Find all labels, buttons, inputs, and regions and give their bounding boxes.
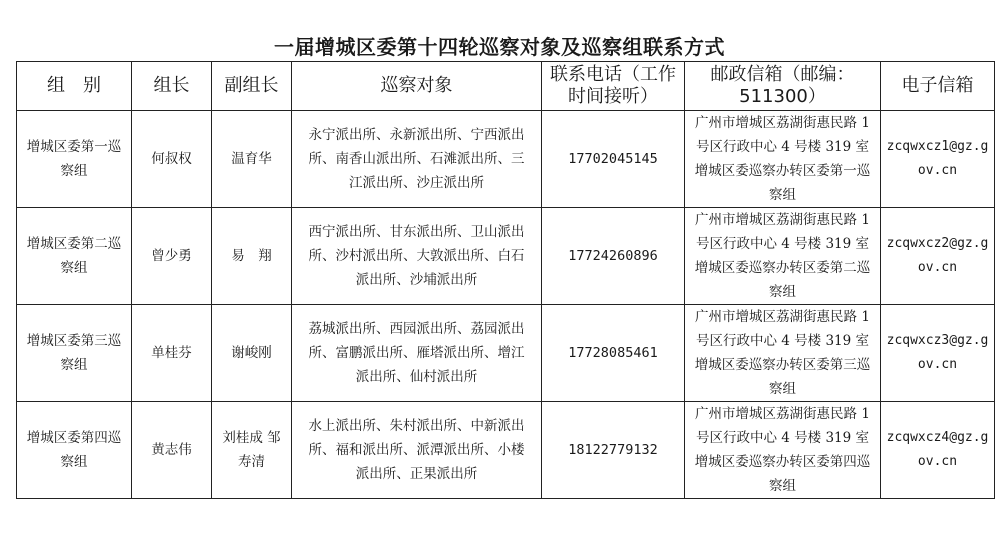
table-row <box>17 111 995 208</box>
contact-phone: 17728085461 <box>542 305 685 402</box>
postal-address: 广州市增城区荔湖街惠民路 1 号区行政中心 4 号楼 319 室增城区委巡察办转区委第一巡察组 <box>685 111 881 208</box>
deputy-name: 易 翔 <box>212 208 292 305</box>
contact-phone: 17702045145 <box>542 111 685 208</box>
contact-phone: 17724260896 <box>542 208 685 305</box>
header-group: 组 别 <box>17 62 132 111</box>
group-name: 增城区委第一巡察组 <box>17 111 132 208</box>
header-deputy: 副组长 <box>212 62 292 111</box>
deputy-name: 谢峻刚 <box>212 305 292 402</box>
email-address[interactable]: zcqwxcz1@gz.gov.cn <box>881 111 995 208</box>
leader-name: 曾少勇 <box>132 208 212 305</box>
table-row <box>17 208 995 305</box>
header-leader: 组长 <box>132 62 212 111</box>
table-row <box>17 402 995 499</box>
inspection-targets: 西宁派出所、甘东派出所、卫山派出所、沙村派出所、大敦派出所、白石派出所、沙埔派出所 <box>292 208 542 305</box>
header-targets: 巡察对象 <box>292 62 542 111</box>
inspection-targets: 永宁派出所、永新派出所、宁西派出所、南香山派出所、石滩派出所、三江派出所、沙庄派出所 <box>292 111 542 208</box>
email-address[interactable]: zcqwxcz2@gz.gov.cn <box>881 208 995 305</box>
contact-phone: 18122779132 <box>542 402 685 499</box>
postal-address: 广州市增城区荔湖街惠民路 1 号区行政中心 4 号楼 319 室增城区委巡察办转区委第四巡察组 <box>685 402 881 499</box>
deputy-name: 温育华 <box>212 111 292 208</box>
postal-address: 广州市增城区荔湖街惠民路 1 号区行政中心 4 号楼 319 室增城区委巡察办转区委第三巡察组 <box>685 305 881 402</box>
inspection-targets: 水上派出所、朱村派出所、中新派出所、福和派出所、派潭派出所、小楼派出所、正果派出所 <box>292 402 542 499</box>
leader-name: 黄志伟 <box>132 402 212 499</box>
postal-address: 广州市增城区荔湖街惠民路 1 号区行政中心 4 号楼 319 室增城区委巡察办转区委第二巡察组 <box>685 208 881 305</box>
group-name: 增城区委第二巡察组 <box>17 208 132 305</box>
email-address[interactable]: zcqwxcz3@gz.gov.cn <box>881 305 995 402</box>
table-header-row <box>17 62 995 111</box>
header-postal: 邮政信箱（邮编：511300） <box>685 62 881 111</box>
inspection-contact-table <box>16 61 995 499</box>
email-address[interactable]: zcqwxcz4@gz.gov.cn <box>881 402 995 499</box>
inspection-targets: 荔城派出所、西园派出所、荔园派出所、富鹏派出所、雁塔派出所、增江派出所、仙村派出所 <box>292 305 542 402</box>
header-phone: 联系电话（工作时间接听） <box>542 62 685 111</box>
group-name: 增城区委第三巡察组 <box>17 305 132 402</box>
leader-name: 何叔权 <box>132 111 212 208</box>
table-row <box>17 305 995 402</box>
group-name: 增城区委第四巡察组 <box>17 402 132 499</box>
page-title: 一届增城区委第十四轮巡察对象及巡察组联系方式 <box>274 35 725 59</box>
leader-name: 单桂芬 <box>132 305 212 402</box>
header-email: 电子信箱 <box>881 62 995 111</box>
deputy-name: 刘桂成 邹寿清 <box>212 402 292 499</box>
